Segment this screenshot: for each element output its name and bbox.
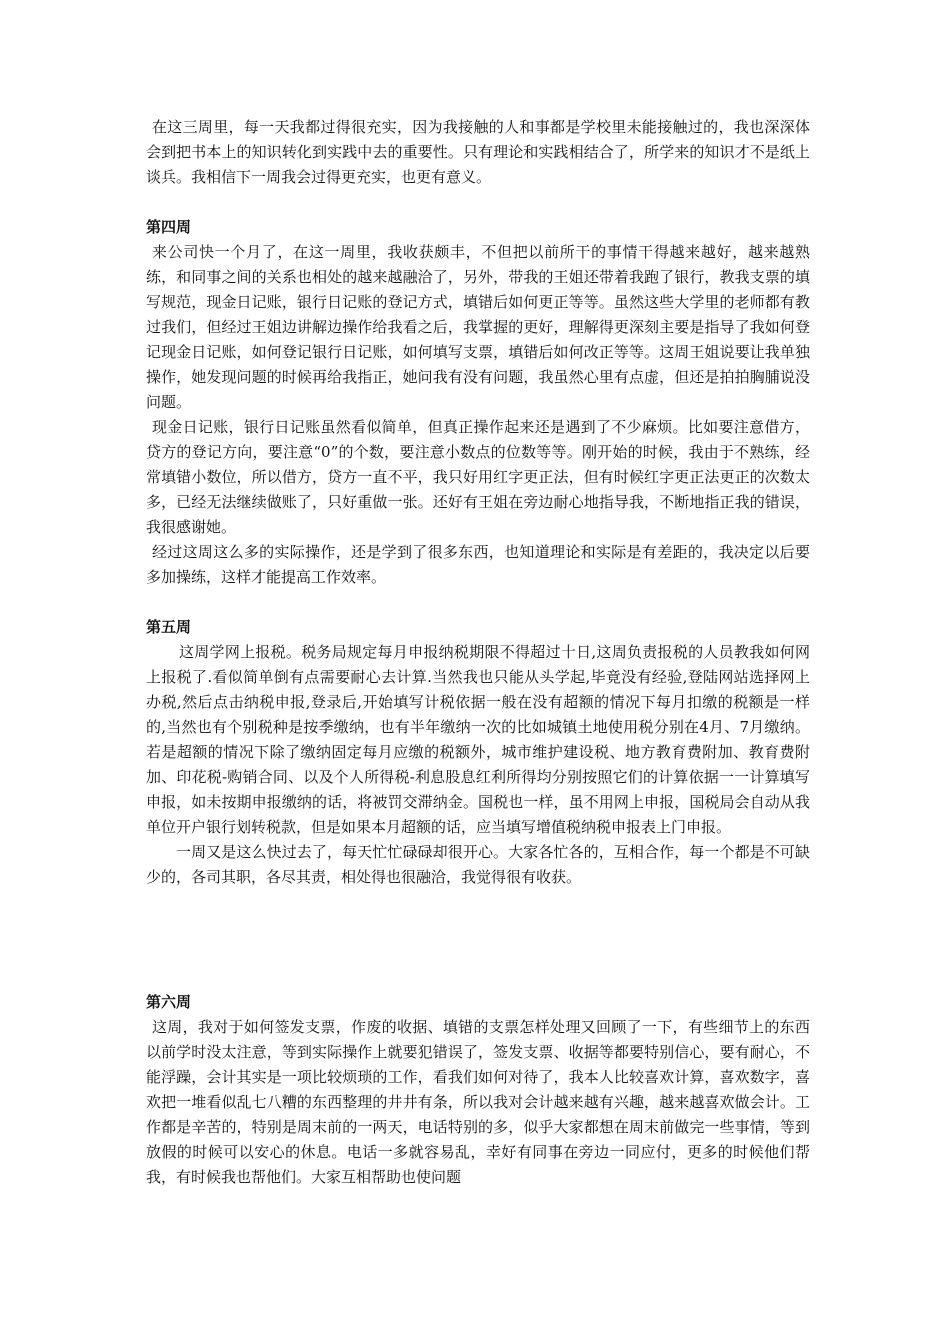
spacer bbox=[146, 590, 810, 615]
week5-paragraph-2: 一周又是这么快过去了，每天忙忙碌碌却很开心。大家各忙各的，互相合作，每一个都是不可缺少的，各司其职，各尽其责，相处得也很融洽，我觉得很有收获。 bbox=[146, 843, 810, 886]
week4-paragraph-2: 现金日记账，银行日记账虽然看似简单，但真正操作起来还是遇到了不少麻烦。比如要注意借方，贷方的登记方向，要注意“0”的个数，要注意小数点的位数等等。刚开始的时候，我由于不熟练，经常填错小数位，所以借方，贷方一直不平，我只好用红字更正法，但有时候红字更正法更正的次数太多，已经无法继续做账了，只好重做一张。还好有王姐在旁边耐心地指导我，不断地指正我的错误，我很感谢她。 bbox=[146, 418, 810, 536]
week5-paragraph-1: 这周学网上报税。税务局规定每月申报纳税期限不得超过十日,这周负责报税的人员教我如何网上报税了.看似简单倒有点需要耐心去计算.当然我也只能从头学起,毕竟没有经验,登陆网站选择网上办税,然后点击纳税申报,登录后,开始填写计税依据一般在没有超额的情况下每月扣缴的税额是一样的,当然也有个别税种是按季缴纳，也有半年缴纳一次的比如城镇土地使用税分别在4月、7月缴纳。若是超额的情况下除了缴纳固定每月应缴的税额外，城市维护建设税、地方教育费附加、教育费附加、印花税-购销合同、以及个人所得税-利息股息红利所得均分别按照它们的计算依据一一计算填写申报，如未按期申报缴纳的话，将被罚交滞纳金。国税也一样，虽不用网上申报，国税局会自动从我单位开户银行划转税款，但是如果本月超额的话，应当填写增值税纳税申报表上门申报。 bbox=[146, 643, 810, 836]
spacer bbox=[146, 890, 810, 990]
week4-heading: 第四周 bbox=[146, 218, 192, 236]
spacer bbox=[146, 190, 810, 215]
week4-paragraph-3: 经过这周这么多的实际操作，还是学到了很多东西，也知道理论和实际是有差距的，我决定以后要多加操练，这样才能提高工作效率。 bbox=[146, 543, 810, 586]
document-body bbox=[146, 115, 810, 1190]
week6-paragraph-1: 这周，我对于如何签发支票，作废的收据、填错的支票怎样处理又回顾了一下，有些细节上的东西以前学时没太注意，等到实际操作上就要犯错误了，签发支票、收据等都要特别信心，要有耐心，不能浮躁，会计其实是一项比较烦琐的工作，看我们如何对待了，我本人比较喜欢计算，喜欢数字，喜欢把一堆看似乱七八糟的东西整理的井井有条，所以我对会计越来越有兴趣，越来越喜欢做会计。工作都是辛苦的，特别是周末前的一两天，电话特别的多，似乎大家都想在周末前做完一些事情，等到放假的时候可以安心的休息。电话一多就容易乱，幸好有同事在旁边一同应付，更多的时候他们帮我，有时候我也帮他们。大家互相帮助也使问题 bbox=[146, 1018, 810, 1186]
week4-paragraph-1: 来公司快一个月了，在这一周里，我收获颇丰，不但把以前所干的事情干得越来越好，越来越熟练，和同事之间的关系也相处的越来越融洽了，另外，带我的王姐还带着我跑了银行，教我支票的填写规范，现金日记账，银行日记账的登记方式，填错后如何更正等等。虽然这些大学里的老师都有教过我们，但经过王姐边讲解边操作给我看之后，我掌握的更好，理解得更深刻主要是指导了我如何登记现金日记账，如何登记银行日记账，如何填写支票，填错后如何改正等等。这周王姐说要让我单独操作，她发现问题的时候再给我指正，她问我有没有问题，我虽然心里有点虚，但还是拍拍胸脯说没问题。 bbox=[146, 243, 810, 411]
week6-heading: 第六周 bbox=[146, 993, 192, 1011]
intro-paragraph: 在这三周里，每一天我都过得很充实，因为我接触的人和事都是学校里未能接触过的，我也深深体会到把书本上的知识转化到实践中去的重要性。只有理论和实践相结合了，所学来的知识才不是纸上谈兵。我相信下一周我会过得更充实，也更有意义。 bbox=[146, 118, 810, 186]
week5-heading: 第五周 bbox=[146, 618, 192, 636]
